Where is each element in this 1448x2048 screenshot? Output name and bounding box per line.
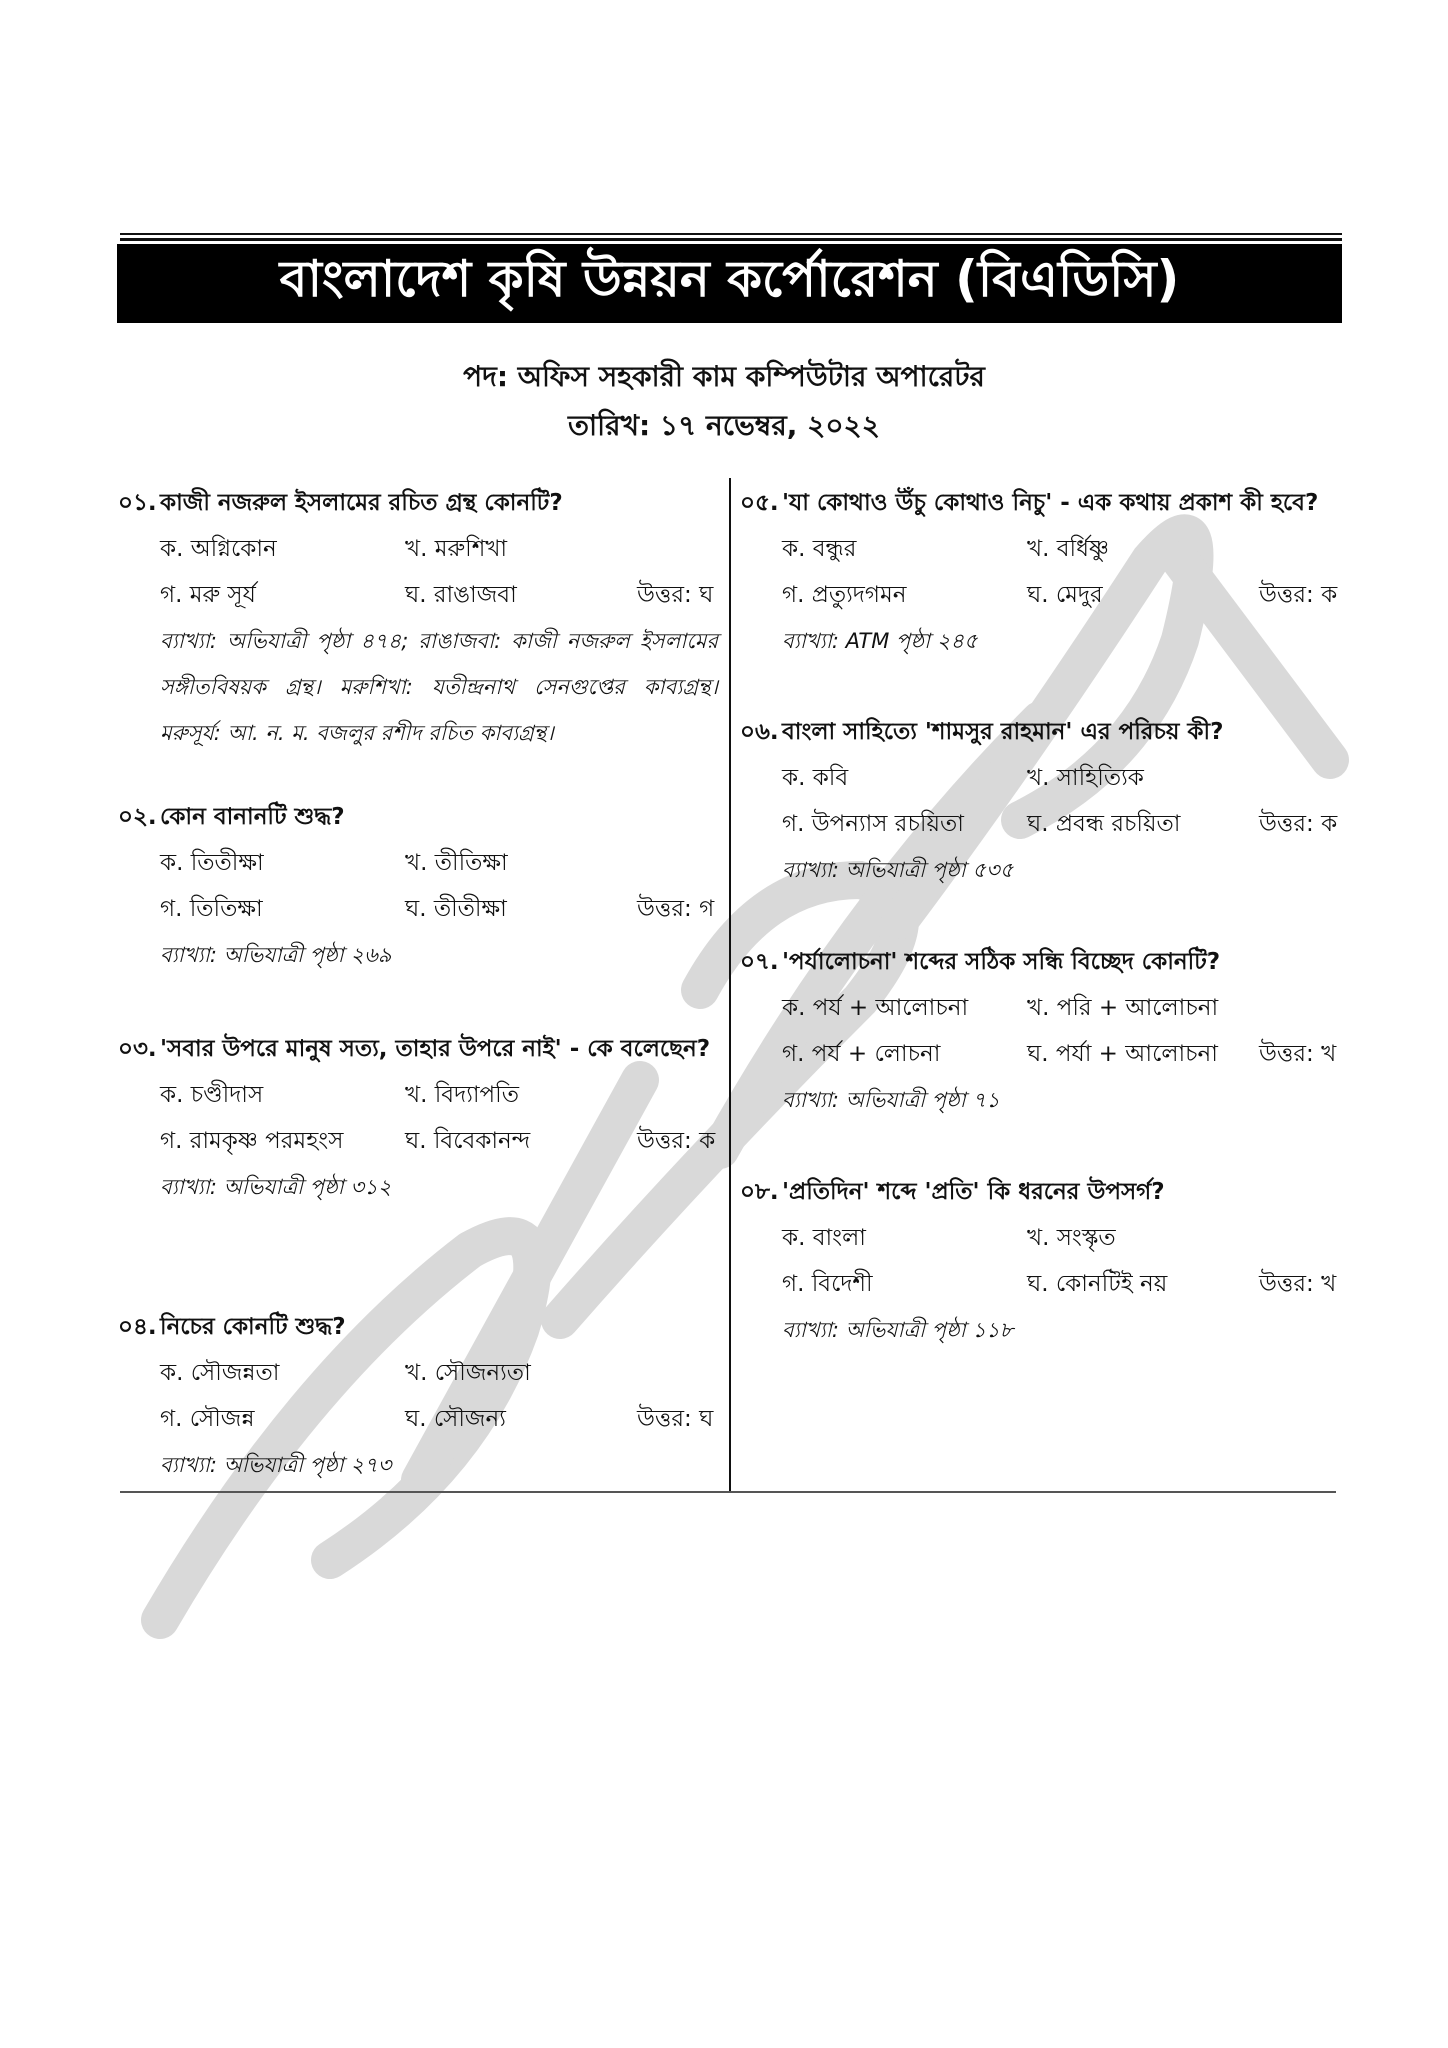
option-gha: ঘ. মেদুর <box>1027 582 1103 608</box>
question-number: ০৬. <box>740 719 779 745</box>
explanation: ব্যাখ্যা: অভিযাত্রী পৃষ্ঠা ৭১ <box>782 1088 1000 1112</box>
options-row <box>118 840 718 886</box>
question-text: কোন বানানটি শুদ্ধ? <box>160 804 345 830</box>
top-rule-thin <box>120 233 1342 235</box>
answer: উত্তর: ক <box>1259 582 1338 608</box>
question-block <box>740 1169 1340 1353</box>
options-row <box>740 526 1340 572</box>
question-heading <box>118 480 718 526</box>
option-ga: গ. প্রত্যুদগমন <box>782 582 907 608</box>
answer: উত্তর: ক <box>637 1128 716 1154</box>
option-gha: ঘ. পর্যা + আলোচনা <box>1027 1041 1218 1067</box>
question-text: নিচের কোনটি শুদ্ধ? <box>160 1314 346 1340</box>
option-ka: ক. তিতীক্ষা <box>160 850 264 876</box>
option-gha: ঘ. সৌজন্য <box>405 1406 506 1432</box>
question-heading <box>740 709 1340 755</box>
option-kha: খ. পরি + আলোচনা <box>1027 995 1219 1021</box>
options-row <box>118 1396 718 1442</box>
option-ga: গ. সৌজন্ন <box>160 1406 255 1432</box>
question-block <box>118 1304 718 1488</box>
explanation: ব্যাখ্যা: ATM পৃষ্ঠা ২৪৫ <box>782 629 978 653</box>
question-text: 'প্রতিদিন' শব্দে 'প্রতি' কি ধরনের উপসর্গ? <box>782 1179 1165 1205</box>
post-title: পদ: অফিস সহকারী কাম কম্পিউটার অপারেটর <box>463 360 985 393</box>
question-number: ০২. <box>118 804 157 830</box>
question-block <box>740 480 1340 664</box>
options-row <box>740 572 1340 618</box>
explanation: ব্যাখ্যা: অভিযাত্রী পৃষ্ঠা ১১৮ <box>782 1318 1014 1342</box>
question-number: ০৪. <box>118 1314 157 1340</box>
option-ga: গ. রামকৃষ্ণ পরমহংস <box>160 1128 344 1154</box>
options-row <box>118 1118 718 1164</box>
question-block <box>740 709 1340 893</box>
option-kha: খ. তীতিক্ষা <box>405 850 508 876</box>
option-ka: ক. পর্য + আলোচনা <box>782 995 969 1021</box>
option-kha: খ. সৌজন্যতা <box>405 1360 531 1386</box>
question-text: কাজী নজরুল ইসলামের রচিত গ্রন্থ কোনটি? <box>160 490 563 516</box>
option-ka: ক. কবি <box>782 765 849 791</box>
option-ka: ক. অগ্নিকোন <box>160 536 277 562</box>
answer: উত্তর: গ <box>637 896 715 922</box>
options-row <box>740 1261 1340 1307</box>
question-block <box>118 480 718 756</box>
options-row <box>118 526 718 572</box>
option-kha: খ. সাহিত্যিক <box>1027 765 1144 791</box>
option-ka: ক. সৌজন্নতা <box>160 1360 280 1386</box>
options-row <box>740 1215 1340 1261</box>
option-kha: খ. বর্ধিষ্ণু <box>1027 536 1109 562</box>
question-heading <box>740 939 1340 985</box>
page-title: বাংলাদেশ কৃষি উন্নয়ন কর্পোরেশন (বিএডিসি) <box>279 250 1180 308</box>
question-heading <box>118 1304 718 1350</box>
explanation: ব্যাখ্যা: অভিযাত্রী পৃষ্ঠা ৩১২ <box>160 1175 392 1199</box>
options-row <box>740 1031 1340 1077</box>
option-ka: ক. বাংলা <box>782 1225 866 1251</box>
option-gha: ঘ. রাঙাজবা <box>405 582 517 608</box>
options-row <box>118 886 718 932</box>
page-title-banner <box>117 244 1342 323</box>
options-row <box>740 985 1340 1031</box>
explanation: ব্যাখ্যা: অভিযাত্রী পৃষ্ঠা ৪৭৪; রাঙাজবা: কাজী নজরুল ইসলামের সঙ্গীতবিষয়ক গ্রন্থ। মরুশিখা: যতীন্দ্রনাথ সেনগুপ্তের কাব্যগ্রন্থ। মরুসূর্য: আ. ন. ম. বজলুর রশীদ রচিত কাব্যগ্রন্থ। <box>160 629 718 745</box>
answer: উত্তর: খ <box>1259 1271 1337 1297</box>
question-text: 'সবার উপরে মানুষ সত্য, তাহার উপরে নাই' - কে বলেছেন? <box>160 1036 711 1062</box>
explanation: ব্যাখ্যা: অভিযাত্রী পৃষ্ঠা ২৬৯ <box>160 943 392 967</box>
answer: উত্তর: ক <box>1259 811 1338 837</box>
question-block <box>118 794 718 978</box>
question-block <box>740 939 1340 1123</box>
column-divider <box>729 478 731 1492</box>
exam-date: তারিখ: ১৭ নভেম্বর, ২০২২ <box>568 409 880 442</box>
option-gha: ঘ. তীতীক্ষা <box>405 896 507 922</box>
explanation: ব্যাখ্যা: অভিযাত্রী পৃষ্ঠা ২৭৩ <box>160 1453 392 1477</box>
option-kha: খ. মরুশিখা <box>405 536 508 562</box>
question-text: বাংলা সাহিত্যে 'শামসুর রাহমান' এর পরিচয় কী? <box>782 719 1224 745</box>
option-ga: গ. মরু সূর্য <box>160 582 256 608</box>
option-kha: খ. বিদ্যাপতি <box>405 1082 519 1108</box>
question-heading <box>118 1026 718 1072</box>
options-row <box>118 1072 718 1118</box>
question-number: ০৩. <box>118 1036 157 1062</box>
answer: উত্তর: ঘ <box>637 582 714 608</box>
answer: উত্তর: ঘ <box>637 1406 714 1432</box>
option-ka: ক. বন্ধুর <box>782 536 857 562</box>
option-ga: গ. পর্য + লোচনা <box>782 1041 941 1067</box>
option-ga: গ. তিতিক্ষা <box>160 896 263 922</box>
question-text: 'যা কোথাও উঁচু কোথাও নিচু' - এক কথায় প্রকাশ কী হবে? <box>782 490 1319 516</box>
question-number: ০১. <box>118 490 157 516</box>
question-heading <box>118 794 718 840</box>
question-text: 'পর্যালোচনা' শব্দের সঠিক সন্ধি বিচ্ছেদ কোনটি? <box>782 949 1221 975</box>
option-kha: খ. সংস্কৃত <box>1027 1225 1116 1251</box>
options-row <box>740 801 1340 847</box>
top-rule-thick <box>120 238 1342 241</box>
question-heading <box>740 1169 1340 1215</box>
option-gha: ঘ. বিবেকানন্দ <box>405 1128 531 1154</box>
question-heading <box>740 480 1340 526</box>
options-row <box>118 1350 718 1396</box>
options-row <box>118 572 718 618</box>
explanation: ব্যাখ্যা: অভিযাত্রী পৃষ্ঠা ৫৩৫ <box>782 858 1014 882</box>
question-block <box>118 1026 718 1210</box>
option-gha: ঘ. কোনটিই নয় <box>1027 1271 1168 1297</box>
option-ga: গ. বিদেশী <box>782 1271 873 1297</box>
bottom-rule <box>120 1491 1336 1493</box>
option-ka: ক. চণ্ডীদাস <box>160 1082 264 1108</box>
option-ga: গ. উপন্যাস রচয়িতা <box>782 811 964 837</box>
option-gha: ঘ. প্রবন্ধ রচয়িতা <box>1027 811 1181 837</box>
answer: উত্তর: খ <box>1259 1041 1337 1067</box>
question-number: ০৫. <box>740 490 779 516</box>
question-number: ০৮. <box>740 1179 779 1205</box>
question-number: ০৭. <box>740 949 779 975</box>
options-row <box>740 755 1340 801</box>
